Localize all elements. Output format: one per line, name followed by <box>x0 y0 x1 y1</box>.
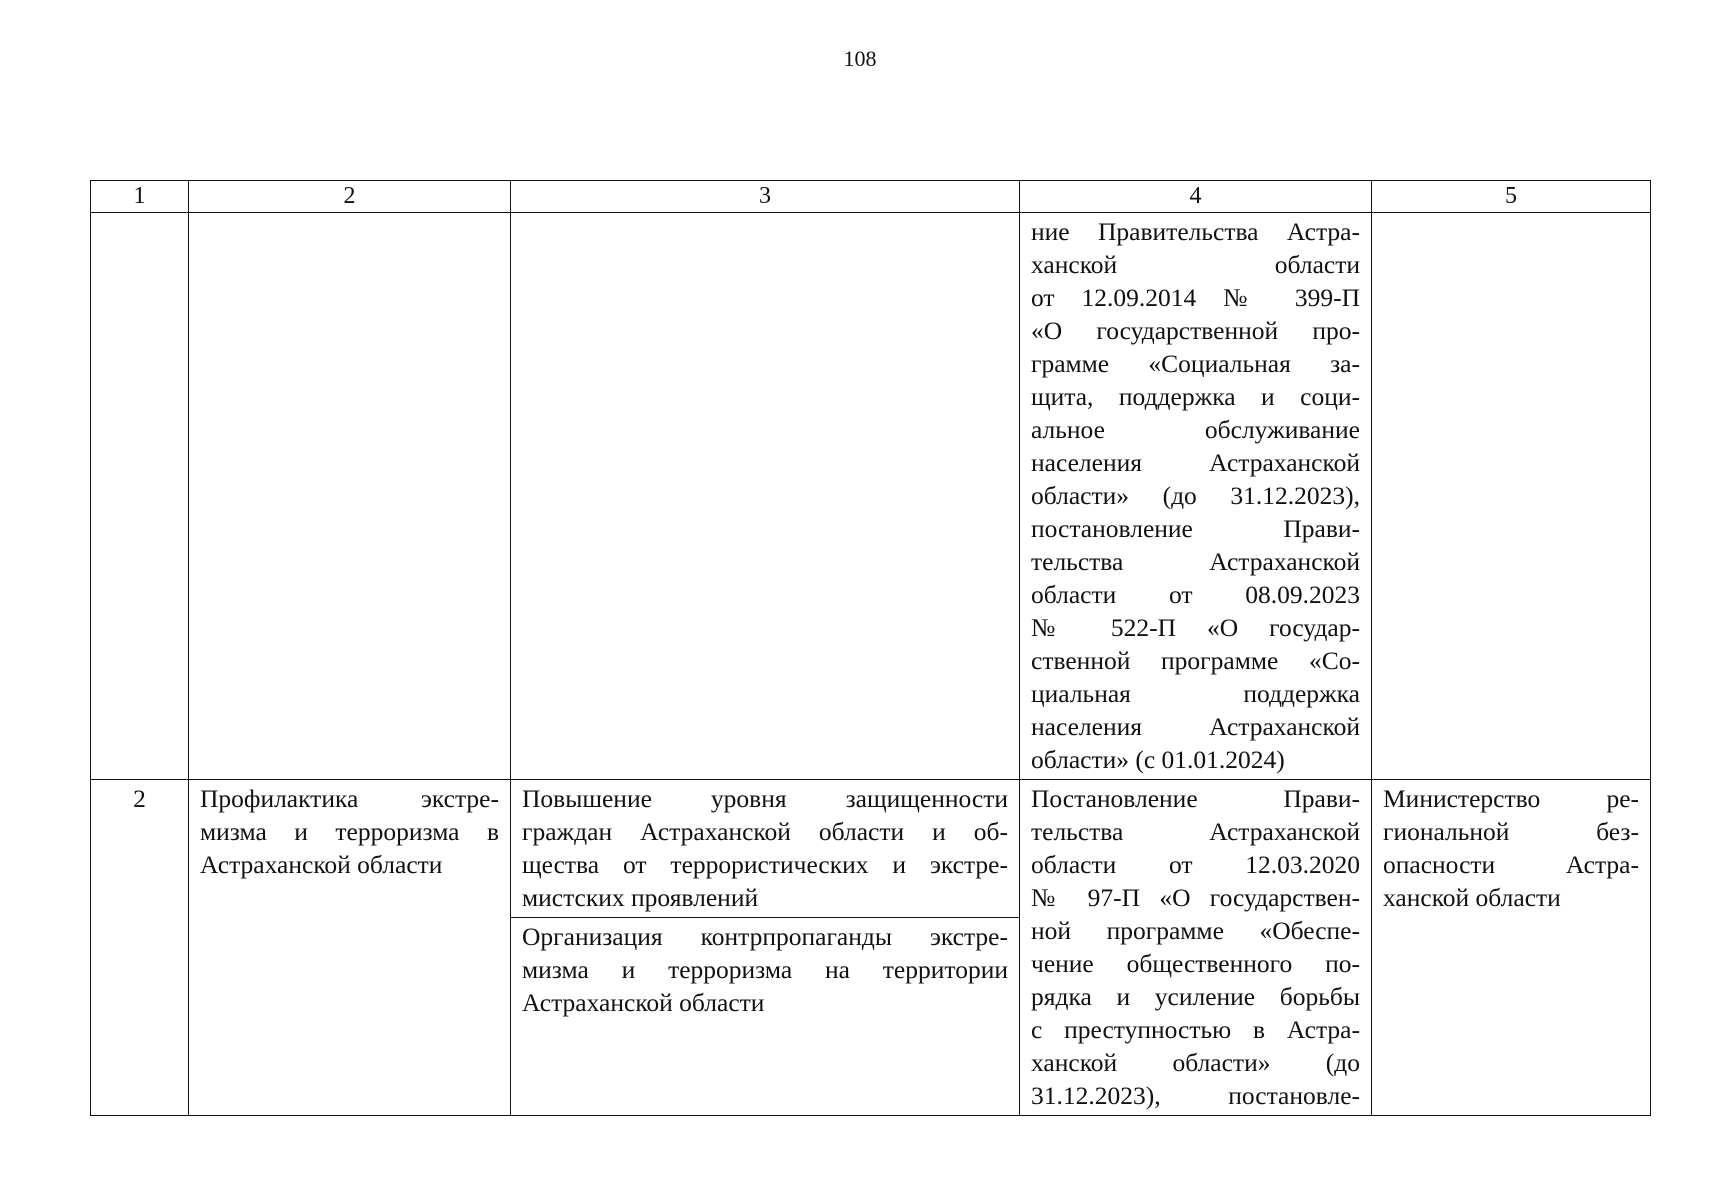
text-line: щита, поддержка и соци- <box>1031 382 1360 411</box>
text-line: щества от террористических и экстре- <box>522 850 1008 879</box>
document-table <box>90 180 1651 1116</box>
legal-act-cell <box>1020 213 1372 780</box>
text-line: № 97-П «О государствен- <box>1031 883 1360 912</box>
text-line: гиональной без- <box>1383 817 1639 846</box>
text-line: населения Астраханской <box>1031 712 1360 741</box>
program-name-cell <box>189 213 511 780</box>
text-line: ханской области» (до <box>1031 1048 1360 1077</box>
text-line: № 522-П «О государ- <box>1031 613 1360 642</box>
text-line: мизма и терроризма на территории <box>522 955 1008 984</box>
header-cell: 1 <box>91 181 189 213</box>
table-row <box>91 780 1651 918</box>
row-number-cell <box>91 213 189 780</box>
text-line: Организация контрпропаганды экстре- <box>522 922 1008 951</box>
responsible-cell <box>1372 213 1651 780</box>
text-line: ственной программе «Со- <box>1031 646 1360 675</box>
text-line: грамме «Социальная за- <box>1031 349 1360 378</box>
text-line: от 12.09.2014 № 399-П <box>1031 283 1360 312</box>
text-line: «О государственной про- <box>1031 316 1360 345</box>
text-line: Профилактика экстре- <box>200 784 499 813</box>
text-line: граждан Астраханской области и об- <box>522 817 1008 846</box>
text-line: области от 12.03.2020 <box>1031 850 1360 879</box>
text-line: мистских проявлений <box>522 883 759 912</box>
tasks-cell <box>511 213 1020 780</box>
text-line: с преступностью в Астра- <box>1031 1015 1360 1044</box>
task-cell <box>511 918 1020 1116</box>
table-row <box>91 213 1651 780</box>
text-line: ханской области <box>1383 883 1561 912</box>
legal-act-cell <box>1020 780 1372 1116</box>
text-line: Астраханской области <box>200 850 443 879</box>
text-line: циальная поддержка <box>1031 679 1360 708</box>
program-name-cell <box>189 780 511 1116</box>
text-line: рядка и усиление борьбы <box>1031 982 1360 1011</box>
text-line: постановление Прави- <box>1031 514 1360 543</box>
text-line: ханской области <box>1031 250 1360 279</box>
row-number-cell: 2 <box>91 780 189 1116</box>
text-line: ной программе «Обеспе- <box>1031 916 1360 945</box>
header-cell: 3 <box>511 181 1020 213</box>
text-line: чение общественного по- <box>1031 949 1360 978</box>
text-line: области от 08.09.2023 <box>1031 580 1360 609</box>
table-header-row <box>91 181 1651 213</box>
text-line: опасности Астра- <box>1383 850 1639 879</box>
header-cell: 2 <box>189 181 511 213</box>
text-line: населения Астраханской <box>1031 448 1360 477</box>
text-line: 31.12.2023), постановле- <box>1031 1081 1360 1110</box>
text-line: ние Правительства Астра- <box>1031 217 1360 246</box>
text-line: Министерство ре- <box>1383 784 1639 813</box>
responsible-cell <box>1372 780 1651 1116</box>
text-line: тельства Астраханской <box>1031 817 1360 846</box>
text-line: области» (с 01.01.2024) <box>1031 745 1285 774</box>
header-cell: 4 <box>1020 181 1372 213</box>
text-line: мизма и терроризма в <box>200 817 499 846</box>
header-cell: 5 <box>1372 181 1651 213</box>
text-line: Повышение уровня защищенности <box>522 784 1008 813</box>
text-line: Постановление Прави- <box>1031 784 1360 813</box>
page-number: 108 <box>843 46 877 71</box>
text-line: области» (до 31.12.2023), <box>1031 481 1360 510</box>
task-cell <box>511 780 1020 918</box>
text-line: альное обслуживание <box>1031 415 1360 444</box>
text-line: Астраханской области <box>522 988 765 1017</box>
text-line: тельства Астраханской <box>1031 547 1360 576</box>
